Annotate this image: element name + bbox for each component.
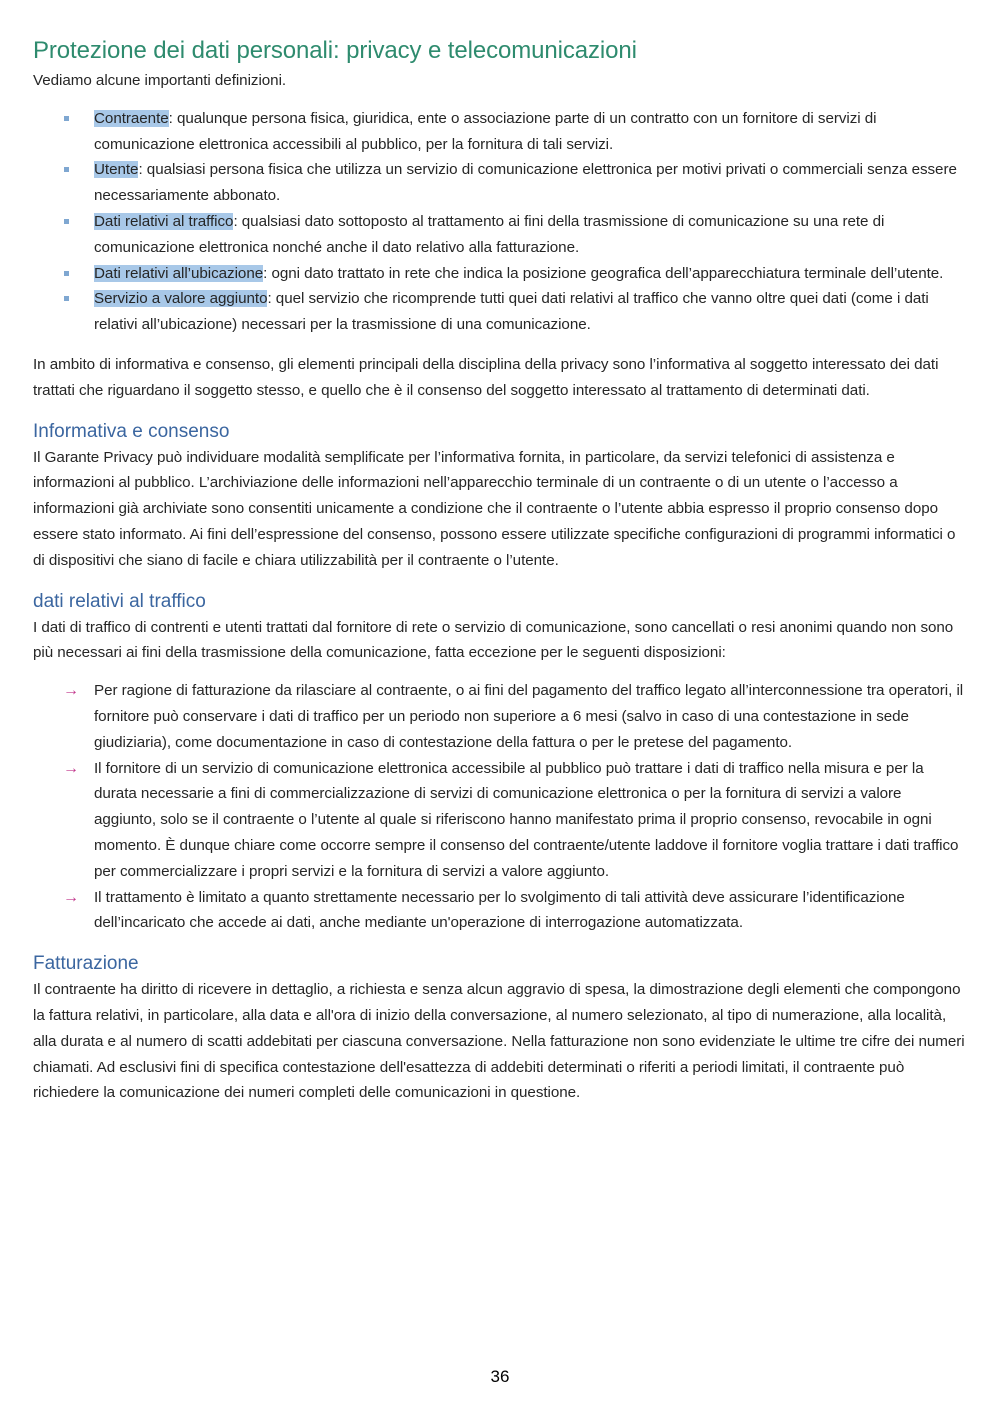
page-number: 36	[490, 1367, 510, 1386]
definition-text: : qualunque persona fisica, giuridica, ente o associazione parte di un contratto con un fornitore di servizi di comunicazione elettronica accessibili al pubblico, per la fornitura di tali servizi.	[94, 109, 877, 153]
traffico-item-text: Il fornitore di un servizio di comunicazione elettronica accessibile al pubblico può trattare i dati di traffico nella misura e per la durata necessarie a fini di commercializzazione di servizi di comunicazione elettronica o per la fornitura di servizi a valore aggiunto, solo se il contraente o l’utente al quale si riferiscono hanno manifestato prima il proprio consenso, revocabile in ogni momento. È dunque chiare come occorre sempre il consenso del contraente/utente laddove il fornitore voglia trattare i dati traffico per commercializzare i propri servizi e la fornitura di servizi a valore aggiunto.	[94, 759, 959, 880]
definition-item	[33, 157, 965, 209]
traffico-paragraph: I dati di traffico di contrenti e utenti trattati dal fornitore di rete o servizio di comunicazione, sono cancellati o resi anonimi quando non sono più necessari ai fini della trasmissione della comunicazione, fatta eccezione per le seguenti disposizioni:	[33, 618, 954, 662]
traffico-item-text: Per ragione di fatturazione da rilasciare al contraente, o ai fini del pagamento del traffico legato all’interconnessione tra operatori, il fornitore può conservare i dati di traffico per un periodo non superiore a 6 mesi (salvo in caso di una contestazione in sede giudiziaria), come documentazione in caso di contestazione della fattura o per le pretese del pagamento.	[94, 682, 964, 751]
arrow-right-icon: →	[63, 888, 79, 906]
definition-text: : ogni dato trattato in rete che indica la posizione geografica dell’apparecchiatura terminale dell’utente.	[263, 264, 944, 282]
definition-item	[33, 286, 965, 338]
traffico-item-text: Il trattamento è limitato a quanto strettamente necessario per lo svolgimento di tali attività deve assicurare l’identificazione dell’incaricato che accede ai dati, anche mediante un'operazione di interrogazione automatizzata.	[94, 888, 905, 932]
arrow-right-icon: →	[63, 682, 79, 700]
arrow-right-icon: →	[63, 759, 79, 777]
definition-item	[33, 106, 965, 158]
square-bullet-icon	[64, 271, 69, 276]
traffico-item	[33, 885, 965, 937]
document-page	[33, 34, 965, 1106]
traffico-list	[33, 678, 965, 936]
definition-text: : qualsiasi dato sottoposto al trattamento ai fini della trasmissione di comunicazione su una rete di comunicazione elettronica nonché anche il dato relativo alla fatturazione.	[94, 212, 885, 256]
square-bullet-icon	[64, 116, 69, 121]
informativa-paragraph: Il Garante Privacy può individuare modalità semplificate per l’informativa fornita, in particolare, da servizi telefonici di assistenza e informazioni al pubblico. L’archiviazione delle informazioni nell’apparecchio terminale di un contraente o di un utente o l’accesso a informazioni già archiviate sono consentiti unicamente a condizione che il contraente o l’utente abbia espresso il proprio consenso dopo essere stato informato. Ai fini dell’espressione del consenso, possono essere utilizzate specifiche configurazioni di programmi informatici o di dispositivi che siano di facile e chiara utilizzabilità per il contraente o l’utente.	[33, 448, 956, 569]
page-title: Protezione dei dati personali: privacy e telecomunicazioni	[33, 37, 637, 64]
definitions-list	[33, 106, 965, 338]
definition-term: Contraente	[94, 109, 169, 127]
square-bullet-icon	[64, 167, 69, 172]
section-heading-traffico: dati relativi al traffico	[33, 590, 206, 612]
section-heading-fatturazione: Fatturazione	[33, 953, 139, 975]
square-bullet-icon	[64, 219, 69, 224]
definition-term: Dati relativi all’ubicazione	[94, 264, 264, 282]
definition-item	[33, 209, 965, 261]
intro-text: Vediamo alcune importanti definizioni.	[33, 72, 287, 89]
traffico-item	[33, 678, 965, 755]
definition-term: Dati relativi al traffico	[94, 212, 234, 230]
privacy-paragraph: In ambito di informativa e consenso, gli elementi principali della disciplina della privacy sono l’informativa al soggetto interessato dei dati trattati che riguardano il soggetto stesso, e quello che è il consenso del soggetto interessato al trattamento di determinati dati.	[33, 355, 939, 399]
definition-item	[33, 261, 965, 287]
square-bullet-icon	[64, 296, 69, 301]
definition-text: : quel servizio che ricomprende tutti quei dati relativi al traffico che vanno oltre quei dati (come i dati relativi all’ubicazione) necessari per la trasmissione di una comunicazione.	[94, 290, 929, 334]
definition-text: : qualsiasi persona fisica che utilizza un servizio di comunicazione elettronica per motivi privati o commerciali senza essere necessariamente abbonato.	[94, 161, 957, 205]
definition-term: Servizio a valore aggiunto	[94, 290, 268, 308]
section-heading-informativa: Informativa e consenso	[33, 420, 230, 442]
definition-term: Utente	[94, 161, 139, 179]
fatturazione-paragraph: Il contraente ha diritto di ricevere in dettaglio, a richiesta e senza alcun aggravio di spesa, la dimostrazione degli elementi che compongono la fattura relativi, in particolare, alla data e all'ora di inizio della conversazione, al numero selezionato, al tipo di numerazione, alla località, alla durata e al numero di scatti addebitati per ciascuna conversazione. Nella fatturazione non sono evidenziate le ultime tre cifre dei numeri chiamati. Ad esclusivi fini di specifica contestazione dell'esattezza di addebiti determinati o riferiti a periodi limitati, il contraente può richiedere la comunicazione dei numeri completi delle comunicazioni in questione.	[33, 981, 965, 1102]
traffico-item	[33, 756, 965, 885]
